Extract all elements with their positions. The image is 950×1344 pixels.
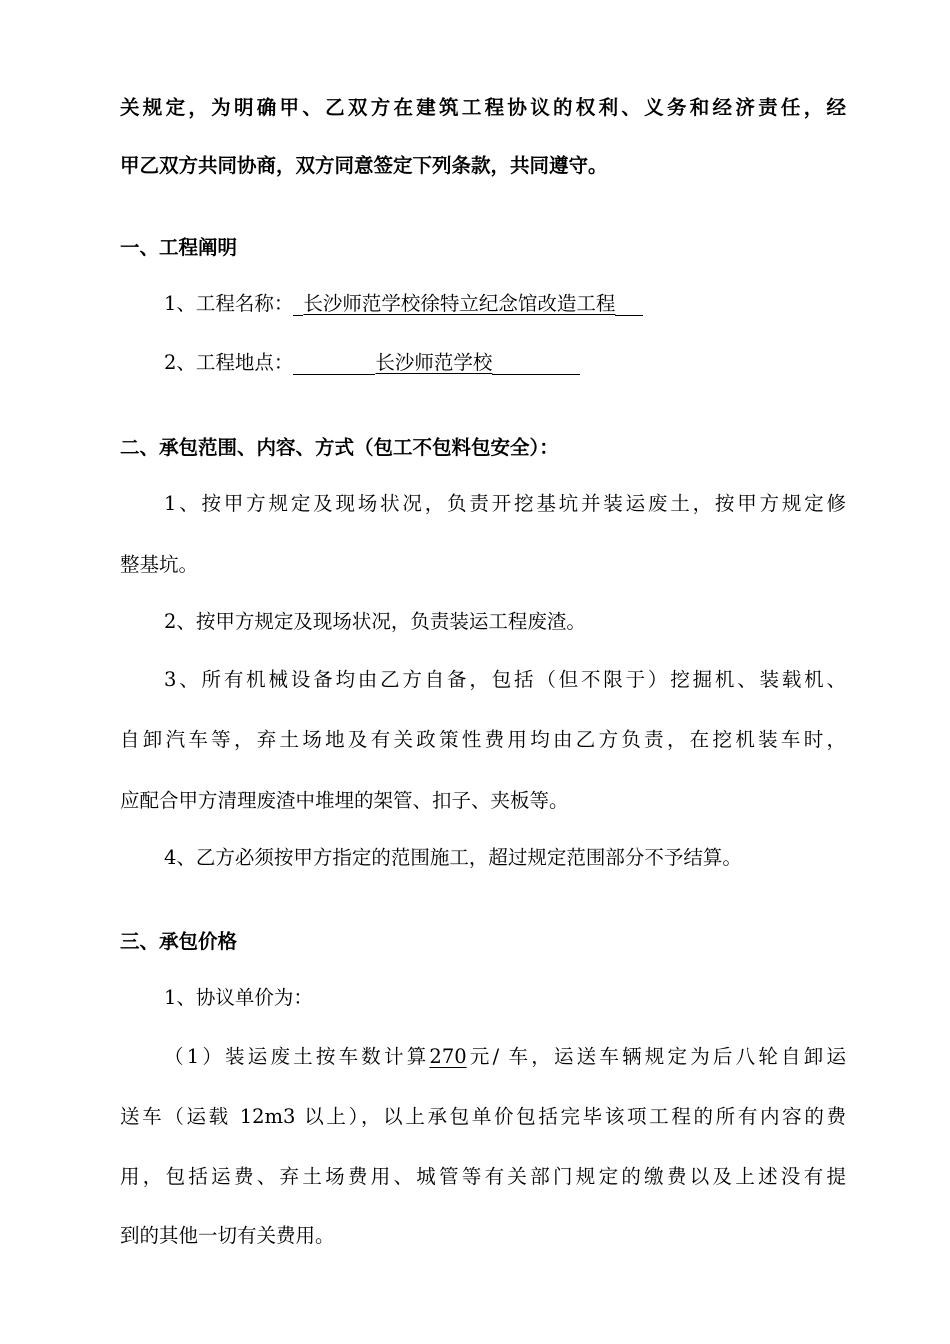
price-sub-1-line-3: 用，包括运费、弃土场费用、城管等有关部门规定的缴费以及上述没有提 [120,1165,846,1188]
price-sub-1-line-4: 到的其他一切有关费用。 [120,1224,335,1247]
project-location-underline-lead [293,352,375,375]
price-item-1: 1、协议单价为： [164,986,313,1009]
project-name-value: 长沙师范学校徐特立纪念馆改造工程 [303,292,616,315]
price-sub-1-amount: 270 [429,1045,467,1068]
scope-item-1-line-2: 整基坑。 [120,553,199,576]
section-3-heading: 三、承包价格 [120,930,238,953]
project-name-label: 1、工程名称： [164,292,294,315]
section-1-heading: 一、工程阐明 [120,236,238,259]
project-name-underline-lead [293,293,303,316]
scope-item-2: 2、按甲方规定及现场状况，负责装运工程废渣。 [164,610,586,633]
scope-item-3-line-1: 3、所有机械设备均由乙方自备，包括（但不限于）挖掘机、装载机、 [164,668,846,691]
project-location-label: 2、工程地点： [164,351,294,374]
project-location-underline-tail [492,352,580,375]
scope-item-1-line-1: 1、按甲方规定及现场状况，负责开挖基坑并装运废土，按甲方规定修 [164,492,846,515]
scope-item-4: 4、乙方必须按甲方指定的范围施工，超过规定范围部分不予结算。 [164,846,742,869]
project-name-underline-tail [615,293,643,316]
price-sub-1-line-1 [164,1045,846,1069]
intro-line-1: 关规定，为明确甲、乙双方在建筑工程协议的权利、义务和经济责任，经 [120,96,846,119]
project-location-row [164,351,580,375]
section-2-heading: 二、承包范围、内容、方式（包工不包料包安全）： [120,436,559,459]
scope-item-3-line-2: 自卸汽车等，弃土场地及有关政策性费用均由乙方负责，在挖机装车时， [120,728,846,751]
price-sub-1-prefix: （1）装运废土按车数计算 [164,1045,430,1068]
intro-line-2: 甲乙双方共同协商，双方同意签定下列条款，共同遵守。 [120,154,608,177]
price-sub-1-suffix: 元/ 车，运送车辆规定为后八轮自卸运 [466,1045,846,1068]
scope-item-3-line-3: 应配合甲方清理废渣中堆埋的架管、扣子、夹板等。 [120,789,569,812]
price-sub-1-line-2: 送车（运载 12m3 以上），以上承包单价包括完毕该项工程的所有内容的费 [120,1105,846,1128]
project-location-value: 长沙师范学校 [375,351,493,374]
project-name-row [164,292,643,316]
